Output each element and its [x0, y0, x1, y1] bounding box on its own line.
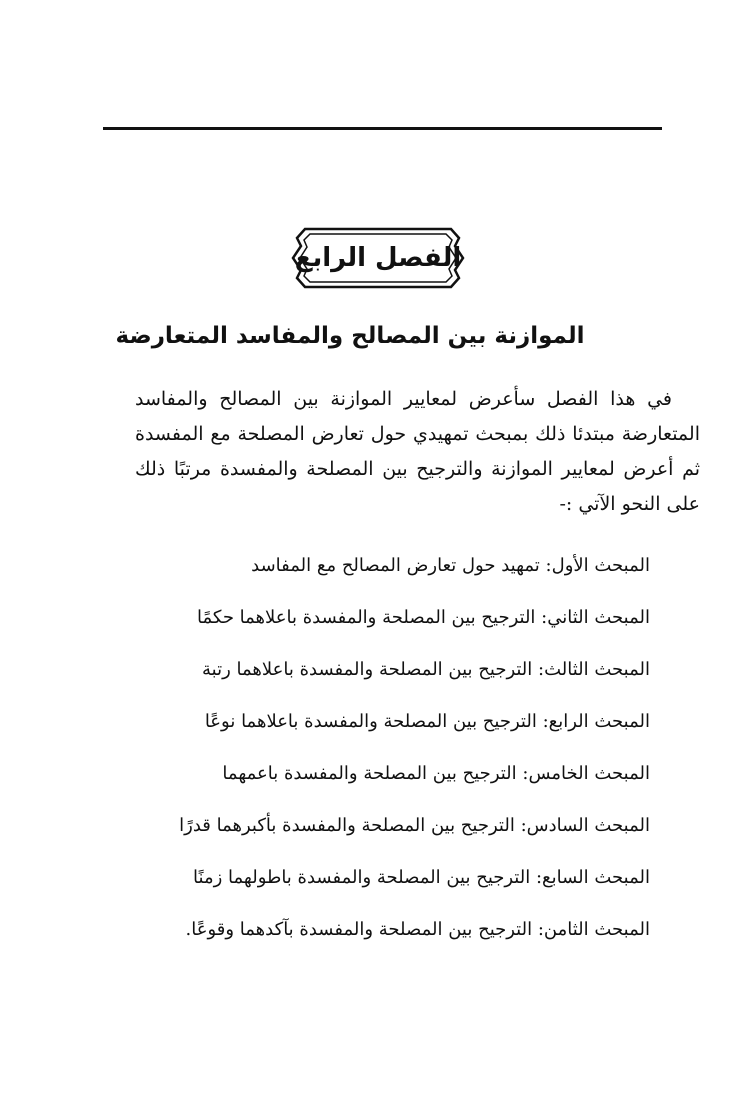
topic-label: المبحث الثامن: [537, 919, 650, 940]
chapter-title-frame [283, 224, 473, 292]
list-item [90, 748, 650, 800]
list-item [90, 904, 650, 956]
topic-label: المبحث الخامس: [522, 763, 650, 784]
topic-text: الترجيح بين المصلحة والمفسدة باطولهما زمنًا [193, 867, 531, 888]
intro-paragraph: في هذا الفصل سأعرض لمعايير الموازنة بين المصالح والمفاسد المتعارضة مبتدئا ذلك بمبحث تمهيدي حول تعارض المصلحة مع المفسدة ثم أعرض لمعايير الموازنة والترجيح بين المصلحة والمفسدة مرتبًا ذلك على النحو الآتي :- [135, 388, 700, 515]
list-item [90, 800, 650, 852]
topic-label: المبحث الأول: [545, 555, 650, 576]
topic-text: الترجيح بين المصلحة والمفسدة باعلاهما حكمًا [196, 607, 536, 628]
topics-list [90, 540, 650, 956]
topic-label: المبحث السادس: [520, 815, 650, 836]
topic-label: المبحث الثالث: [538, 659, 650, 680]
topic-label: المبحث الثاني: [541, 607, 650, 628]
topic-text: الترجيح بين المصلحة والمفسدة باعلاهما نوعًا [204, 711, 537, 732]
list-item [90, 852, 650, 904]
list-item [90, 592, 650, 644]
list-item [90, 696, 650, 748]
topic-label: المبحث الرابع: [542, 711, 650, 732]
chapter-title: الفصل الرابع [294, 243, 462, 273]
topic-text: تمهيد حول تعارض المصالح مع المفاسد [251, 555, 540, 576]
topic-label: المبحث السابع: [535, 867, 650, 888]
list-item [90, 644, 650, 696]
topic-text: الترجيح بين المصلحة والمفسدة باعمهما [222, 763, 517, 784]
top-rule [103, 127, 662, 130]
topic-text: الترجيح بين المصلحة والمفسدة بأكبرهما قدرًا [179, 815, 515, 836]
section-heading: الموازنة بين المصالح والمفاسد المتعارضة [115, 323, 585, 349]
list-item [90, 540, 650, 592]
topic-text: الترجيح بين المصلحة والمفسدة باعلاهما رتبة [202, 659, 533, 680]
topic-text: الترجيح بين المصلحة والمفسدة بآكدهما وقوعًا. [185, 919, 533, 940]
